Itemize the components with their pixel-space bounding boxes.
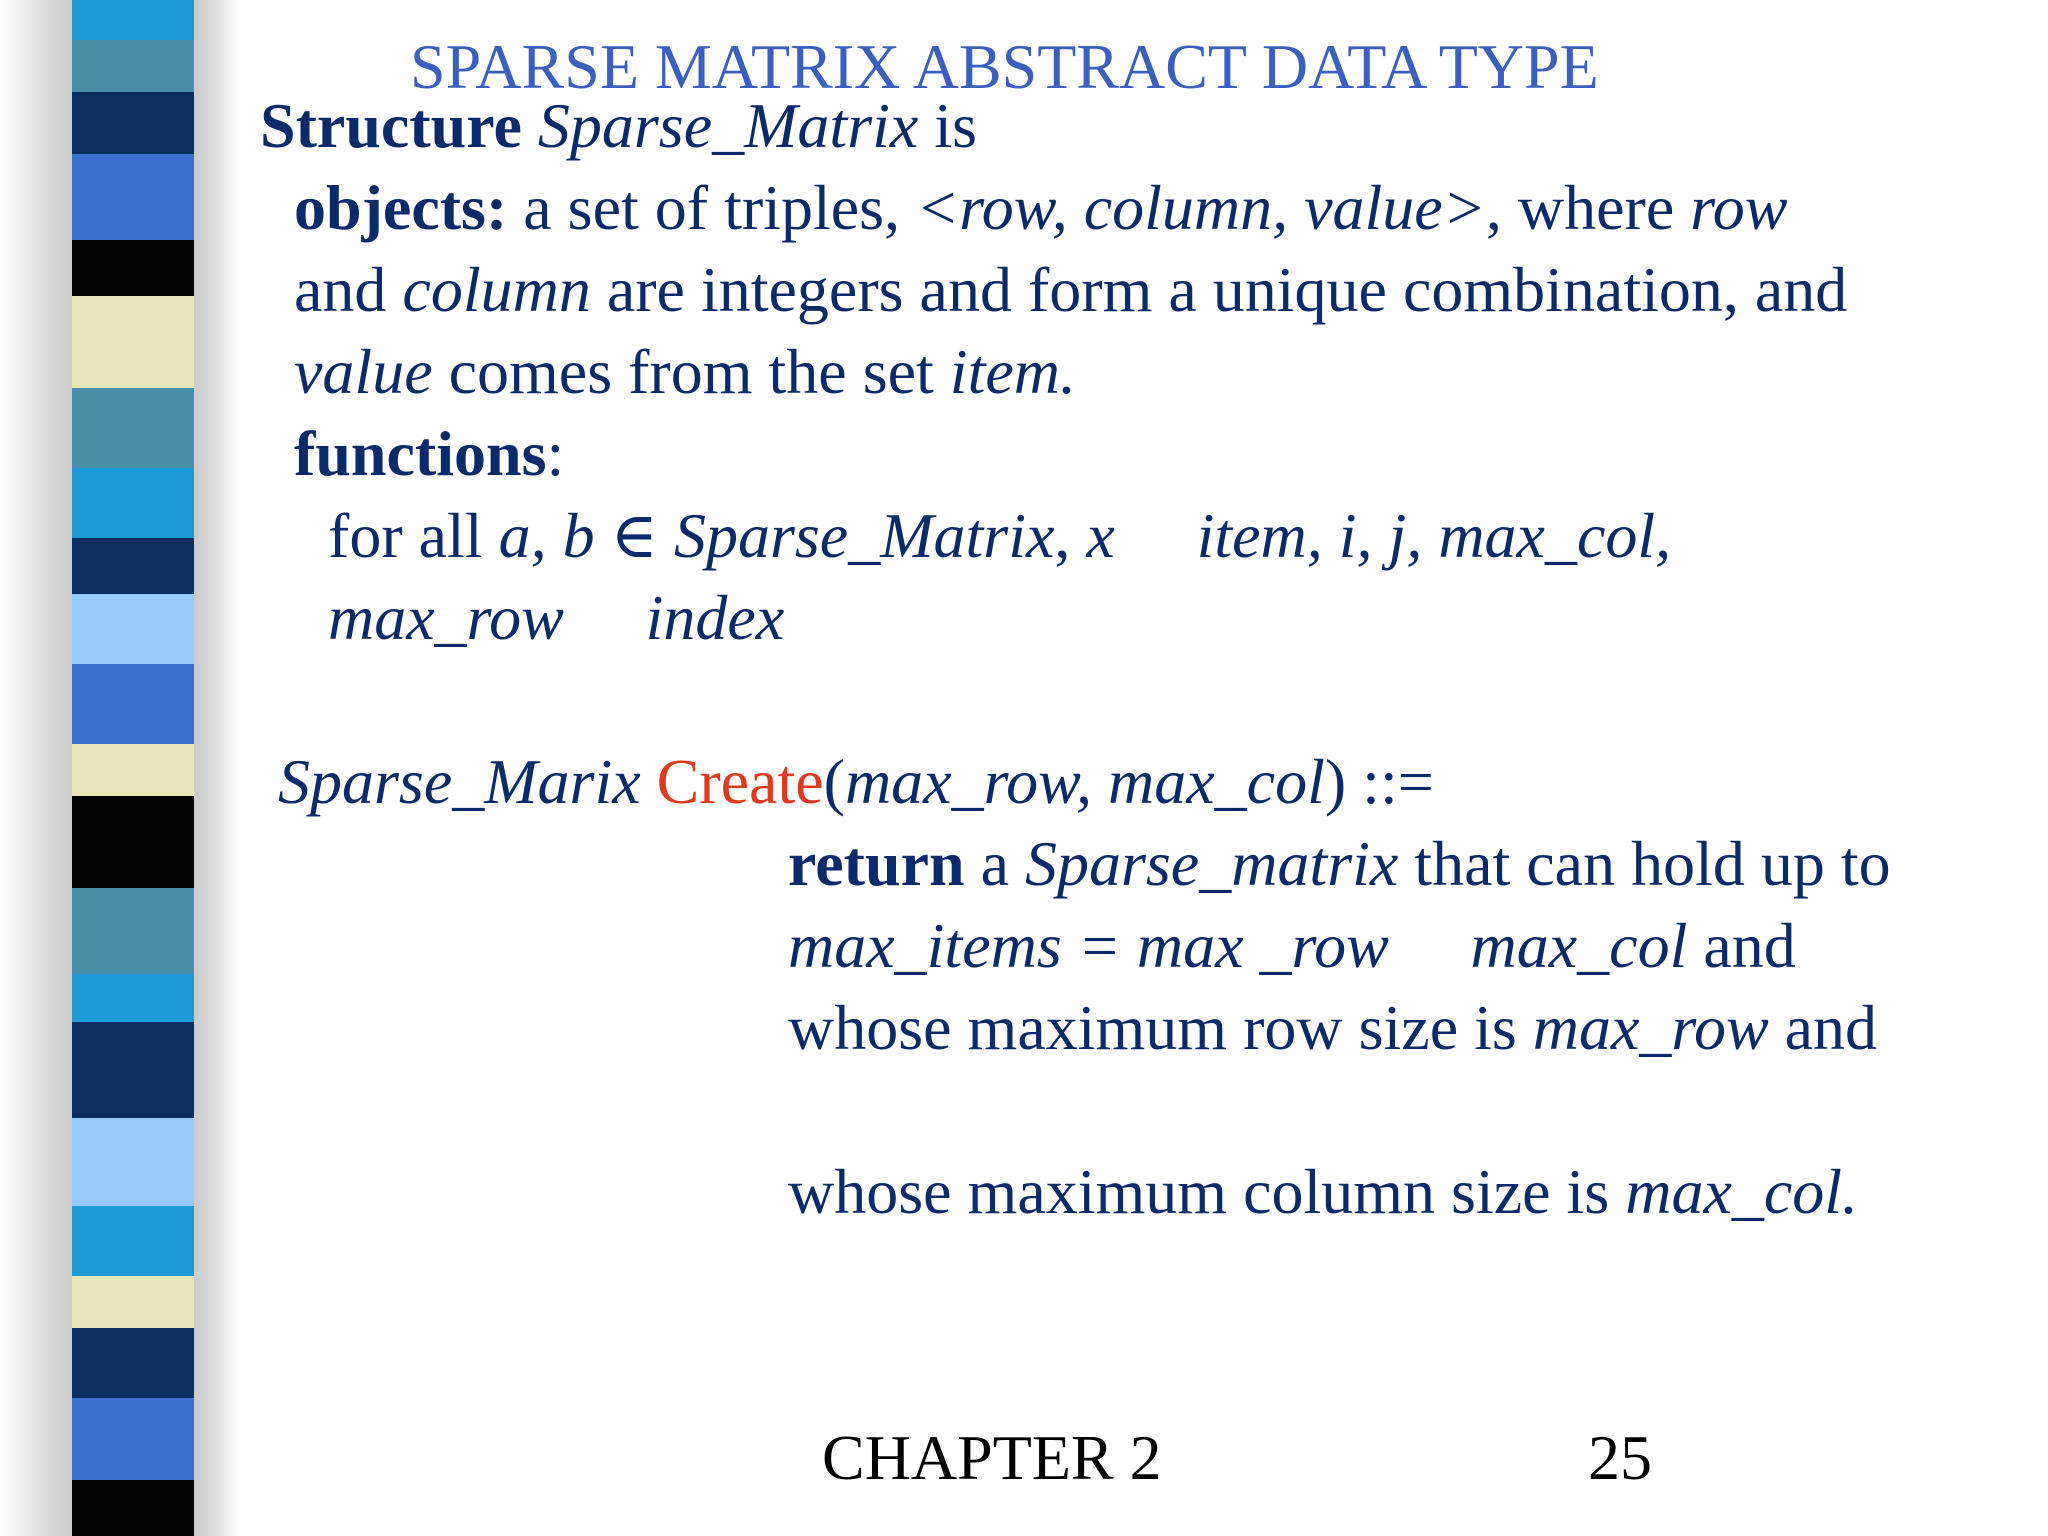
objects-line [294,172,1788,243]
objects-row: row [1690,172,1788,243]
return-a: a [964,828,1025,899]
structure-line [260,90,977,161]
functions-keyword: functions [294,418,547,489]
slide-title: SPARSE MATRIX ABSTRACT DATA TYPE [410,31,1599,102]
maxitems-and: and [1621,910,1730,981]
forall-comma: , [1054,500,1087,571]
objects-line-3 [294,336,1076,407]
functions-line [294,418,565,489]
forall-x: x [1086,500,1131,571]
whose-row-var: max_row [1532,992,1769,1063]
maxrow-line [328,582,784,653]
line3-and: and [294,254,403,325]
line3-rest: are integers and form a unique combination, and [590,254,1848,325]
line4-value: value [294,336,433,407]
maxitems-text: max_items = max _row [788,910,1405,981]
return-sparse-matrix: Sparse_matrix [1024,828,1399,899]
objects-line-2 [294,254,1848,325]
forall-sparse-matrix: Sparse_Matrix [673,500,1055,571]
maxrow-index: index [579,582,719,653]
return-keyword: return [788,828,965,899]
forall-line [328,500,1671,571]
create-line [278,746,1434,817]
create-function-name: Create [656,746,824,817]
return-line [788,828,1891,899]
return-rest: that can hold up to [1398,828,1891,899]
line4-mid: comes from the set [432,336,950,407]
create-open-paren: ( [823,746,845,817]
line3-column: column [402,254,591,325]
whose-row-text: whose maximum row size is [788,992,1533,1063]
objects-text: a set of triples, [507,172,917,243]
whose-row-and: and [1768,992,1878,1063]
objects-where: , where [1485,172,1691,243]
whose-col-line [788,1156,1859,1227]
structure-name: Sparse_Matrix [537,90,919,161]
whose-col-text: whose maximum column size is [788,1156,1626,1227]
footer-page-number: 25 [1588,1422,1652,1493]
forall-ab: a, b [498,500,595,571]
create-close: ) ::= [1324,746,1434,817]
forall-rest: item, i, j, max_col, [1130,500,1606,571]
whose-row-line [788,992,1878,1063]
maxitems-col: max_col [1404,910,1622,981]
forall-symbol [1131,500,1181,571]
functions-colon: : [546,418,565,489]
create-args: max_row, max_col [844,746,1325,817]
maxitems-line [788,910,1796,981]
forall-in: ∈ [594,500,674,571]
structure-is: is [918,90,977,161]
create-sparse-marix: Sparse_Marix [278,746,657,817]
objects-keyword: objects: [294,172,508,243]
objects-triple: <row, column, value> [916,172,1486,243]
whose-col-var: max_col. [1625,1156,1859,1227]
maxitems-symbol [1405,910,1455,981]
line4-item: item. [949,336,1076,407]
footer-chapter: CHAPTER 2 [822,1422,1162,1493]
structure-keyword: Structure [260,90,522,161]
forall-prefix: for all [328,500,499,571]
maxrow-text: max_row [328,582,580,653]
maxrow-symbol [580,582,630,653]
